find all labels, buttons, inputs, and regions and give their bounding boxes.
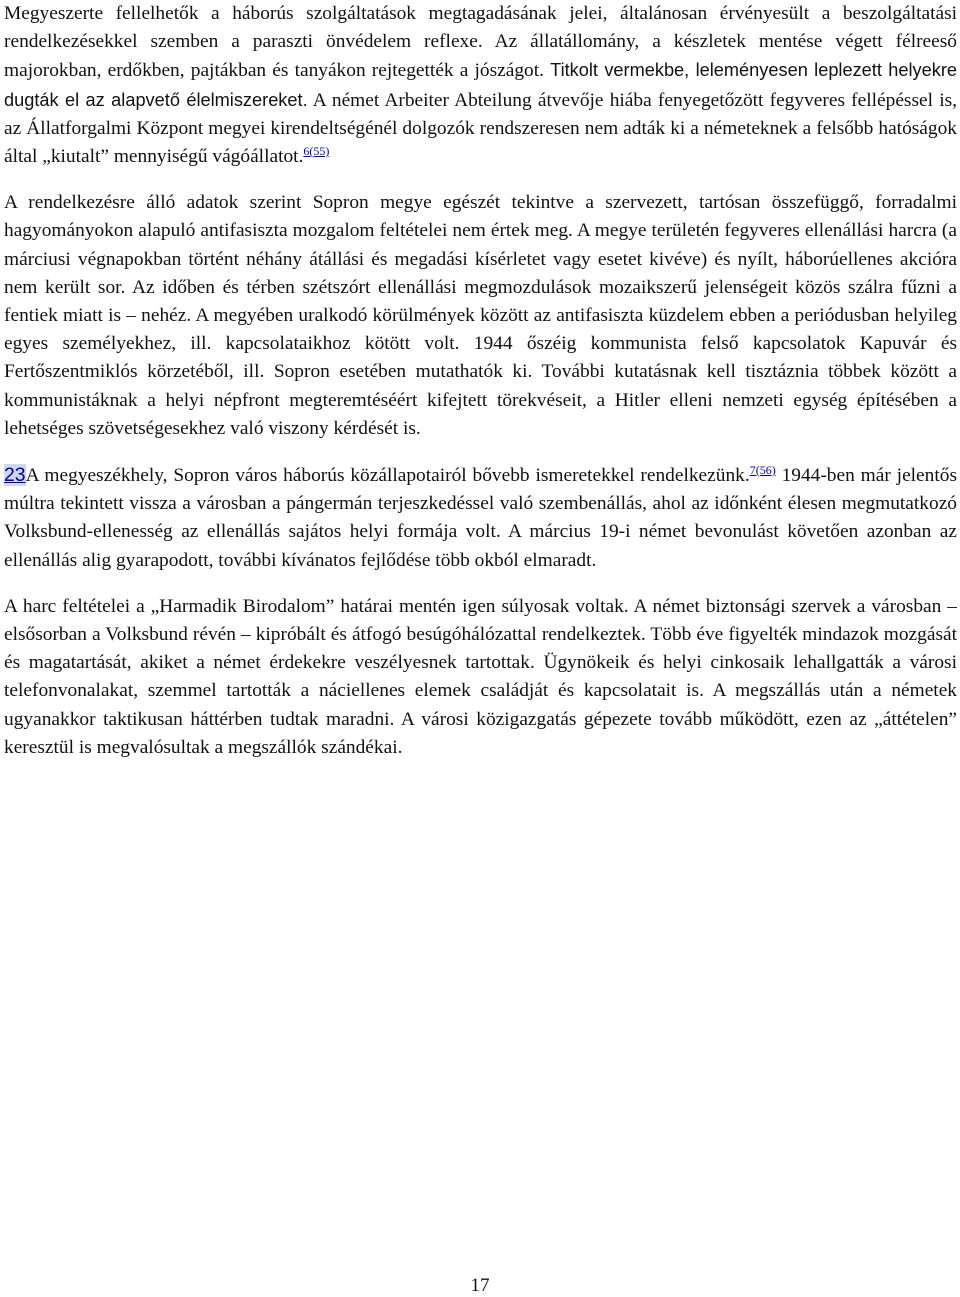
paragraph-text: A megyeszékhely, Sopron város háborús közállapotairól bővebb ismeretekkel rendelkezünk.: [25, 465, 750, 487]
paragraph-third-reich-conditions: [4, 593, 957, 762]
paragraph-text: A harc feltételei a „Harmadik Birodalom” határai mentén igen súlyosak voltak. A német biztonsági szervek a városban – elsősorban a Volksbund révén – kipróbált és átfogó besúgóhálózattal rendelkeztek. Több éve figyelték mindazok mozgását és magatartását, akiket a német érdekekre veszélyesnek tartottak. Ügynökeik és helyi cinkosaik lehallgatták a városi telefonvonalakat, szemmel tartották a náciellenes elemek családját és kapcsolatait is. A megszállás után a németek ugyanakkor taktikusan háttérben tudtak maradni. A városi közigazgatás gépezete tovább működött, ezen az „áttételen” keresztül is megvalósultak a megszállók szándékai.: [4, 595, 957, 758]
paragraph-antifascist-movement: [4, 189, 957, 443]
page-reference-link[interactable]: 23: [4, 464, 26, 487]
paragraph-text-sans: Titkolt vermekbe, leleményesen leplezett helyekre dugták el az alapvető élelmiszereket.: [4, 60, 957, 110]
footnote-link[interactable]: 7(56): [749, 463, 776, 478]
paragraph-text: 1944-ben már jelentős múltra tekintett vissza a városban a pángermán terjeszkedéssel való szembenállás, ahol az időnként élesen megmutatkozó Volksbund-ellenesség az ellenállás sajátos helyi formája volt. A március 19-i német bevonulást követően azonban az ellenállás alig gyarapodott, további kívánatos fejlődése több okból elmaradt.: [4, 465, 957, 571]
document-page: [4, 0, 957, 762]
paragraph-sopron-city: [4, 461, 957, 575]
paragraph-text: A német Arbeiter Abteilung átvevője hiába fenyegetőzött fegyveres fellépéssel is, az Állatforgalmi Központ megyei kirendeltségénél dolgozók rendszeresen nem adták ki a németeknek a felsőbb hatóságok által „kiutalt” mennyiségű vágóállatot.: [4, 89, 957, 168]
paragraph-requisition-resistance: [4, 0, 957, 171]
footnote-link[interactable]: 6(55): [303, 144, 330, 159]
paragraph-text: Megyeszerte fellelhetők a háborús szolgáltatások megtagadásának jelei, általánosan érvényesült a beszolgáltatási rendelkezésekkel szemben a paraszti önvédelem reflexe. Az állatállomány, a készletek mentése végett félreeső majorokban, erdőkben, pajtákban és tanyákon rejtegették a jószágot.: [4, 3, 957, 82]
page-number: 17: [470, 1275, 490, 1296]
paragraph-text: A rendelkezésre álló adatok szerint Sopron megye egészét tekintve a szervezett, tartósan összefüggő, forradalmi hagyományokon alapuló antifasiszta mozgalom feltételei nem értek meg. A megye területén fegyveres ellenállási harcra (a márciusi végnapokban történt néhány átállási és megadási kísérletet vagy esetet kivéve) és nyílt, háborúellenes akcióra nem került sor. Az időben és térben szétszórt ellenállási megmozdulások mozaikszerű jelenségeit közös szálra fűzni a fentiek miatt is – nehéz. A megyében uralkodó körülmények között az antifasiszta küzdelem ebben a periódusban helyileg egyes személyekhez, ill. kapcsolataikhoz kötött volt. 1944 őszéig kommunista felső kapcsolatok Kapuvár és Fertőszentmiklós körzetéből, ill. Sopron esetében mutathatók ki. További kutatásnak kell tisztáznia többek között a kommunistáknak a helyi népfront megteremtéséért kifejtett törekvéseit, a Hitler elleni nemzeti egység építésében a lehetséges szövetségesekhez való viszony kérdését is.: [4, 192, 957, 439]
